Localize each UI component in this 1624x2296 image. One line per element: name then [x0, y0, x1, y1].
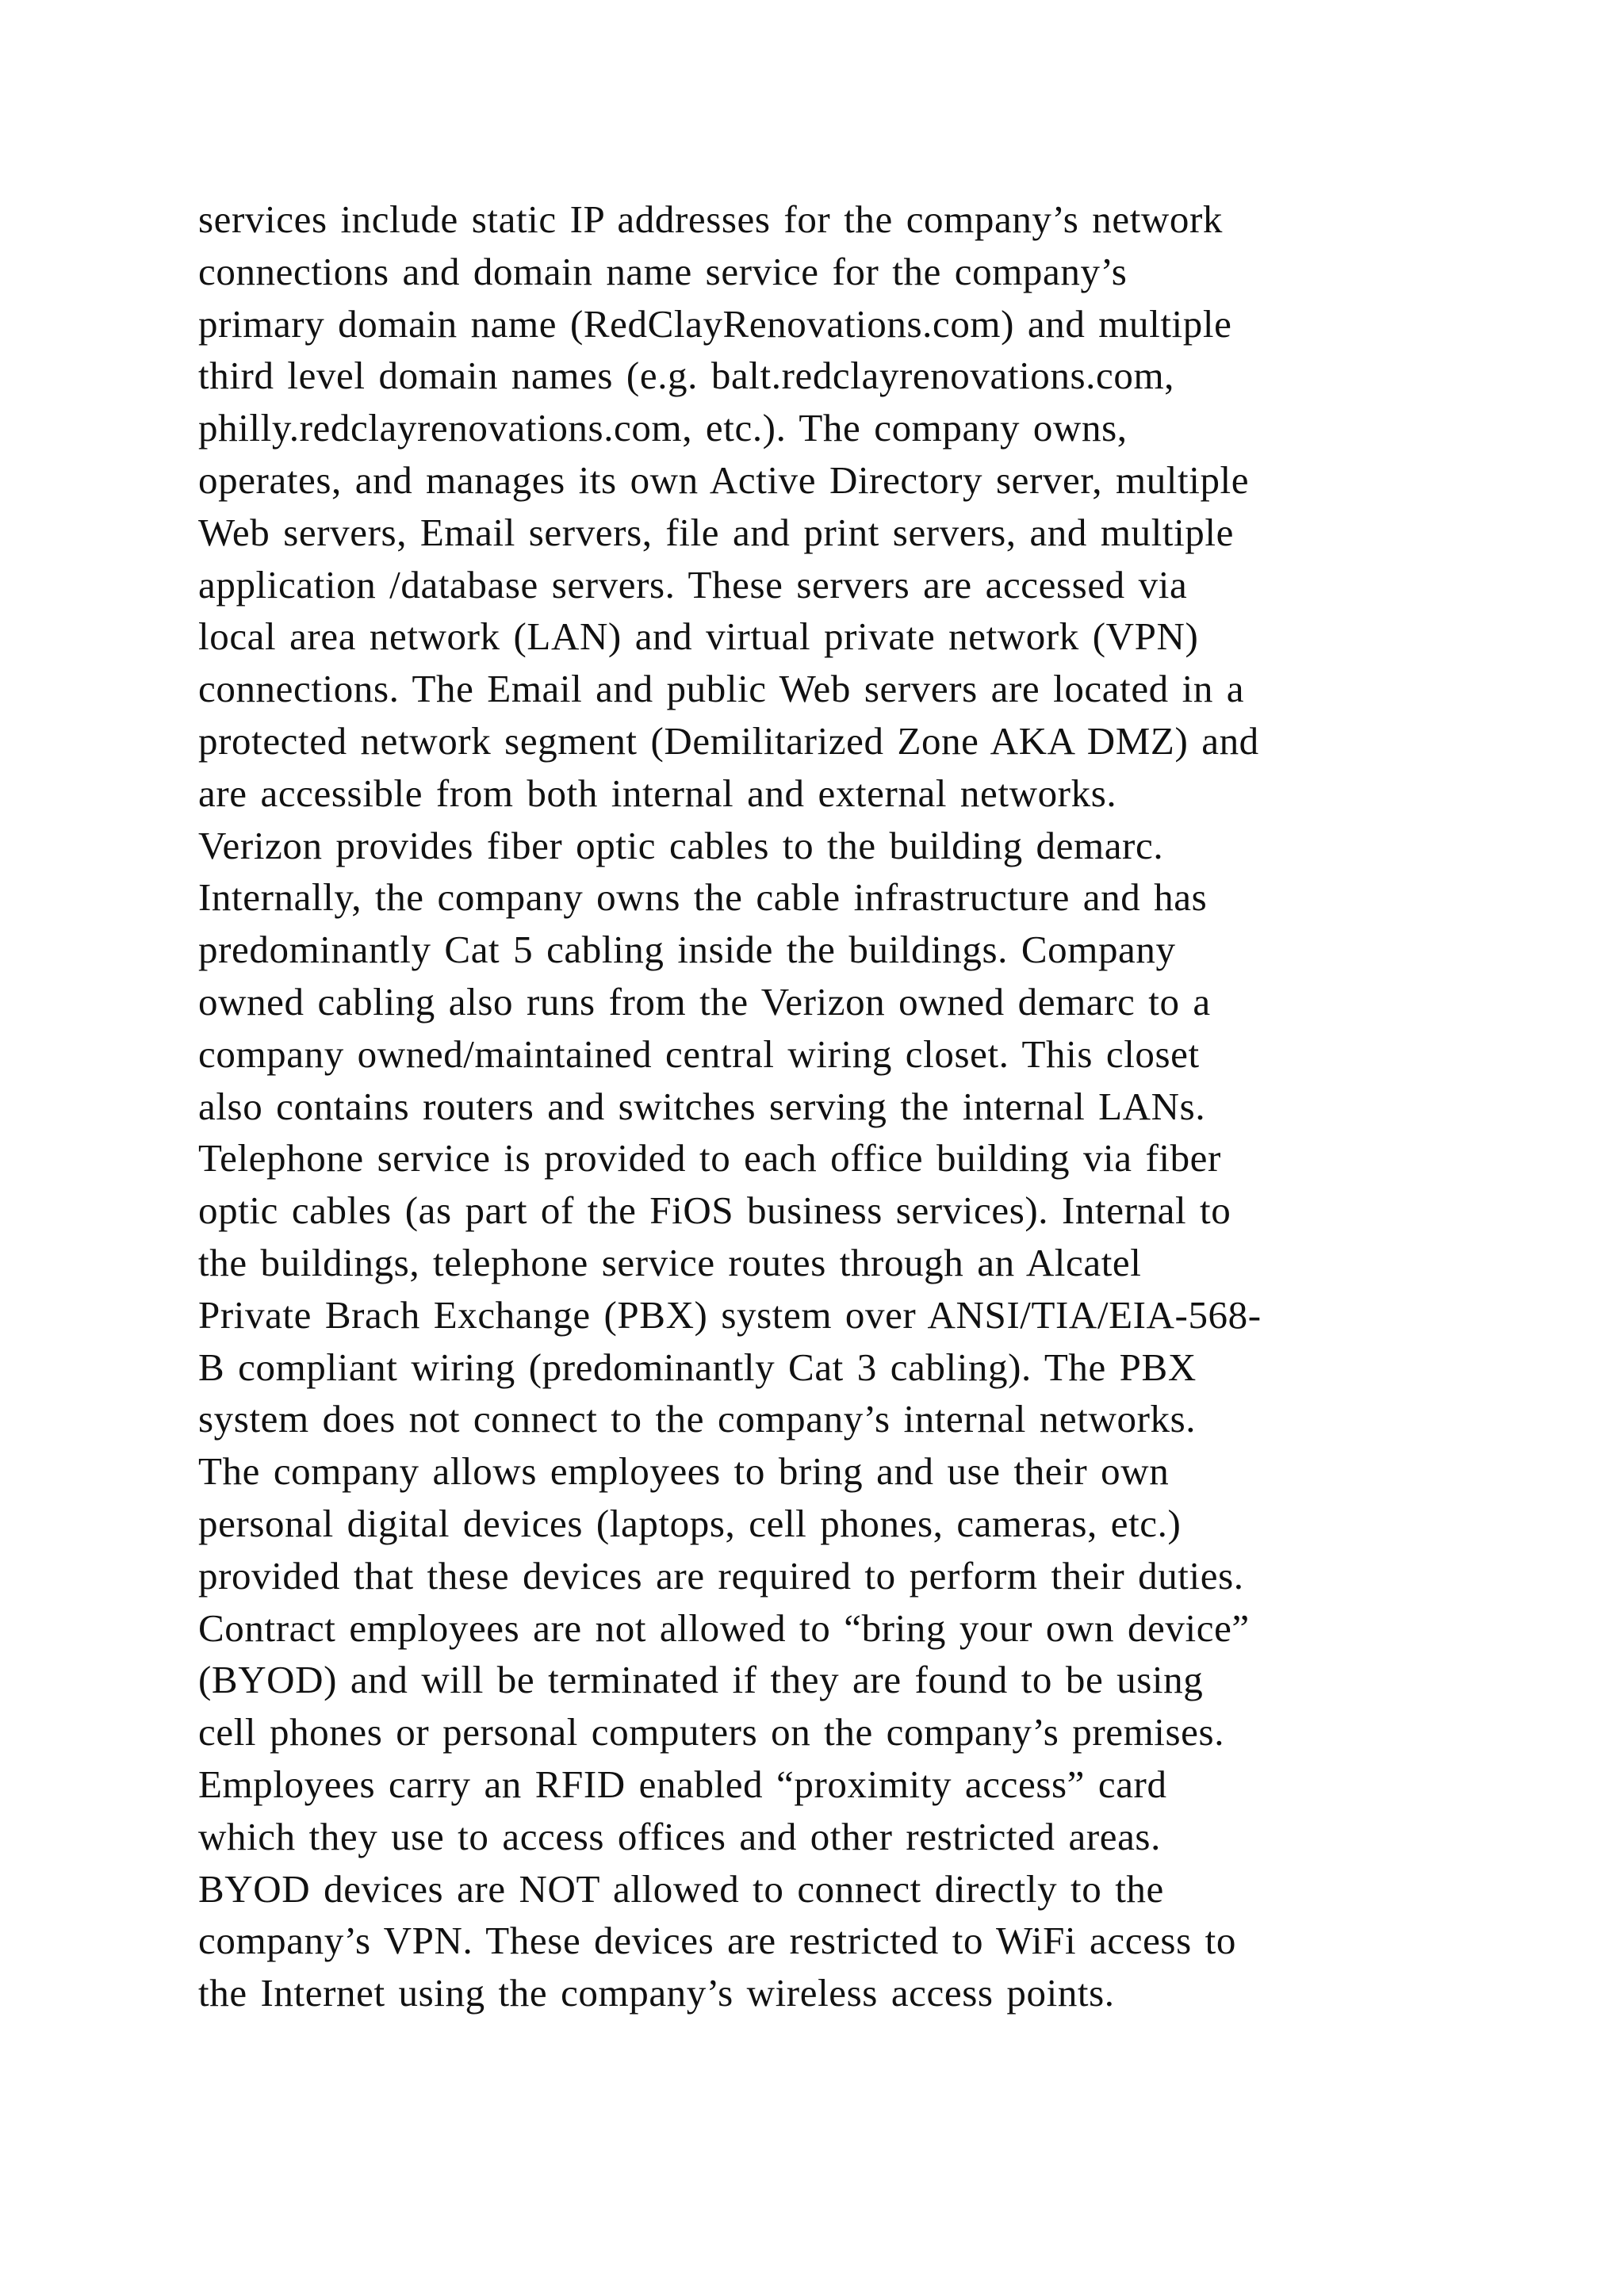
text-line: philly.redclayrenovations.com, etc.). The company owns, [198, 406, 1128, 450]
text-line: Verizon provides fiber optic cables to the building demarc. [198, 823, 1164, 867]
text-line: Telephone service is provided to each office building via fiber [198, 1136, 1221, 1181]
text-line: predominantly Cat 5 cabling inside the buildings. Company [198, 928, 1176, 972]
text-line: The company allows employees to bring and use their own [198, 1449, 1170, 1494]
text-line: operates, and manages its own Active Directory server, multiple [198, 457, 1250, 502]
text-line: are accessible from both internal and external networks. [198, 771, 1117, 815]
text-line: application /database servers. These servers are accessed via [198, 562, 1188, 607]
text-line: the Internet using the company’s wireless access points. [198, 1971, 1115, 2015]
body-text [198, 193, 1507, 2019]
text-line: services include static IP addresses for the company’s network [198, 197, 1224, 241]
text-line: personal digital devices (laptops, cell phones, cameras, etc.) [198, 1501, 1182, 1545]
text-line: company’s VPN. These devices are restricted to WiFi access to [198, 1919, 1236, 1963]
text-line: B compliant wiring (predominantly Cat 3 cabling). The PBX [198, 1345, 1197, 1389]
text-line: BYOD devices are NOT allowed to connect directly to the [198, 1866, 1164, 1911]
text-line: third level domain names (e.g. balt.redclayrenovations.com, [198, 354, 1175, 398]
text-line: optic cables (as part of the FiOS business services). Internal to [198, 1188, 1231, 1233]
text-line: the buildings, telephone service routes through an Alcatel [198, 1240, 1142, 1284]
text-line: (BYOD) and will be terminated if they are found to be using [198, 1658, 1204, 1702]
text-line: also contains routers and switches serving the internal LANs. [198, 1084, 1206, 1128]
text-line: cell phones or personal computers on the company’s premises. [198, 1710, 1225, 1755]
text-line: Employees carry an RFID enabled “proximity access” card [198, 1762, 1167, 1806]
text-line: owned cabling also runs from the Verizon owned demarc to a [198, 979, 1211, 1024]
text-line: system does not connect to the company’s internal networks. [198, 1397, 1197, 1441]
text-line: protected network segment (Demilitarized Zone AKA DMZ) and [198, 718, 1259, 763]
text-line: company owned/maintained central wiring closet. This closet [198, 1031, 1200, 1076]
text-line: Internally, the company owns the cable infrastructure and has [198, 875, 1208, 920]
text-line: local area network (LAN) and virtual private network (VPN) [198, 614, 1199, 659]
text-line: which they use to access offices and other restricted areas. [198, 1814, 1161, 1858]
text-line: connections and domain name service for the company’s [198, 249, 1128, 293]
text-line: Private Brach Exchange (PBX) system over ANSI/TIA/EIA-568- [198, 1292, 1262, 1337]
text-line: Contract employees are not allowed to “bring your own device” [198, 1605, 1250, 1650]
text-line: Web servers, Email servers, file and print servers, and multiple [198, 510, 1234, 554]
text-line: provided that these devices are required to perform their duties. [198, 1553, 1244, 1598]
text-line: connections. The Email and public Web servers are located in a [198, 667, 1245, 711]
text-line: primary domain name (RedClayRenovations.com) and multiple [198, 301, 1232, 346]
